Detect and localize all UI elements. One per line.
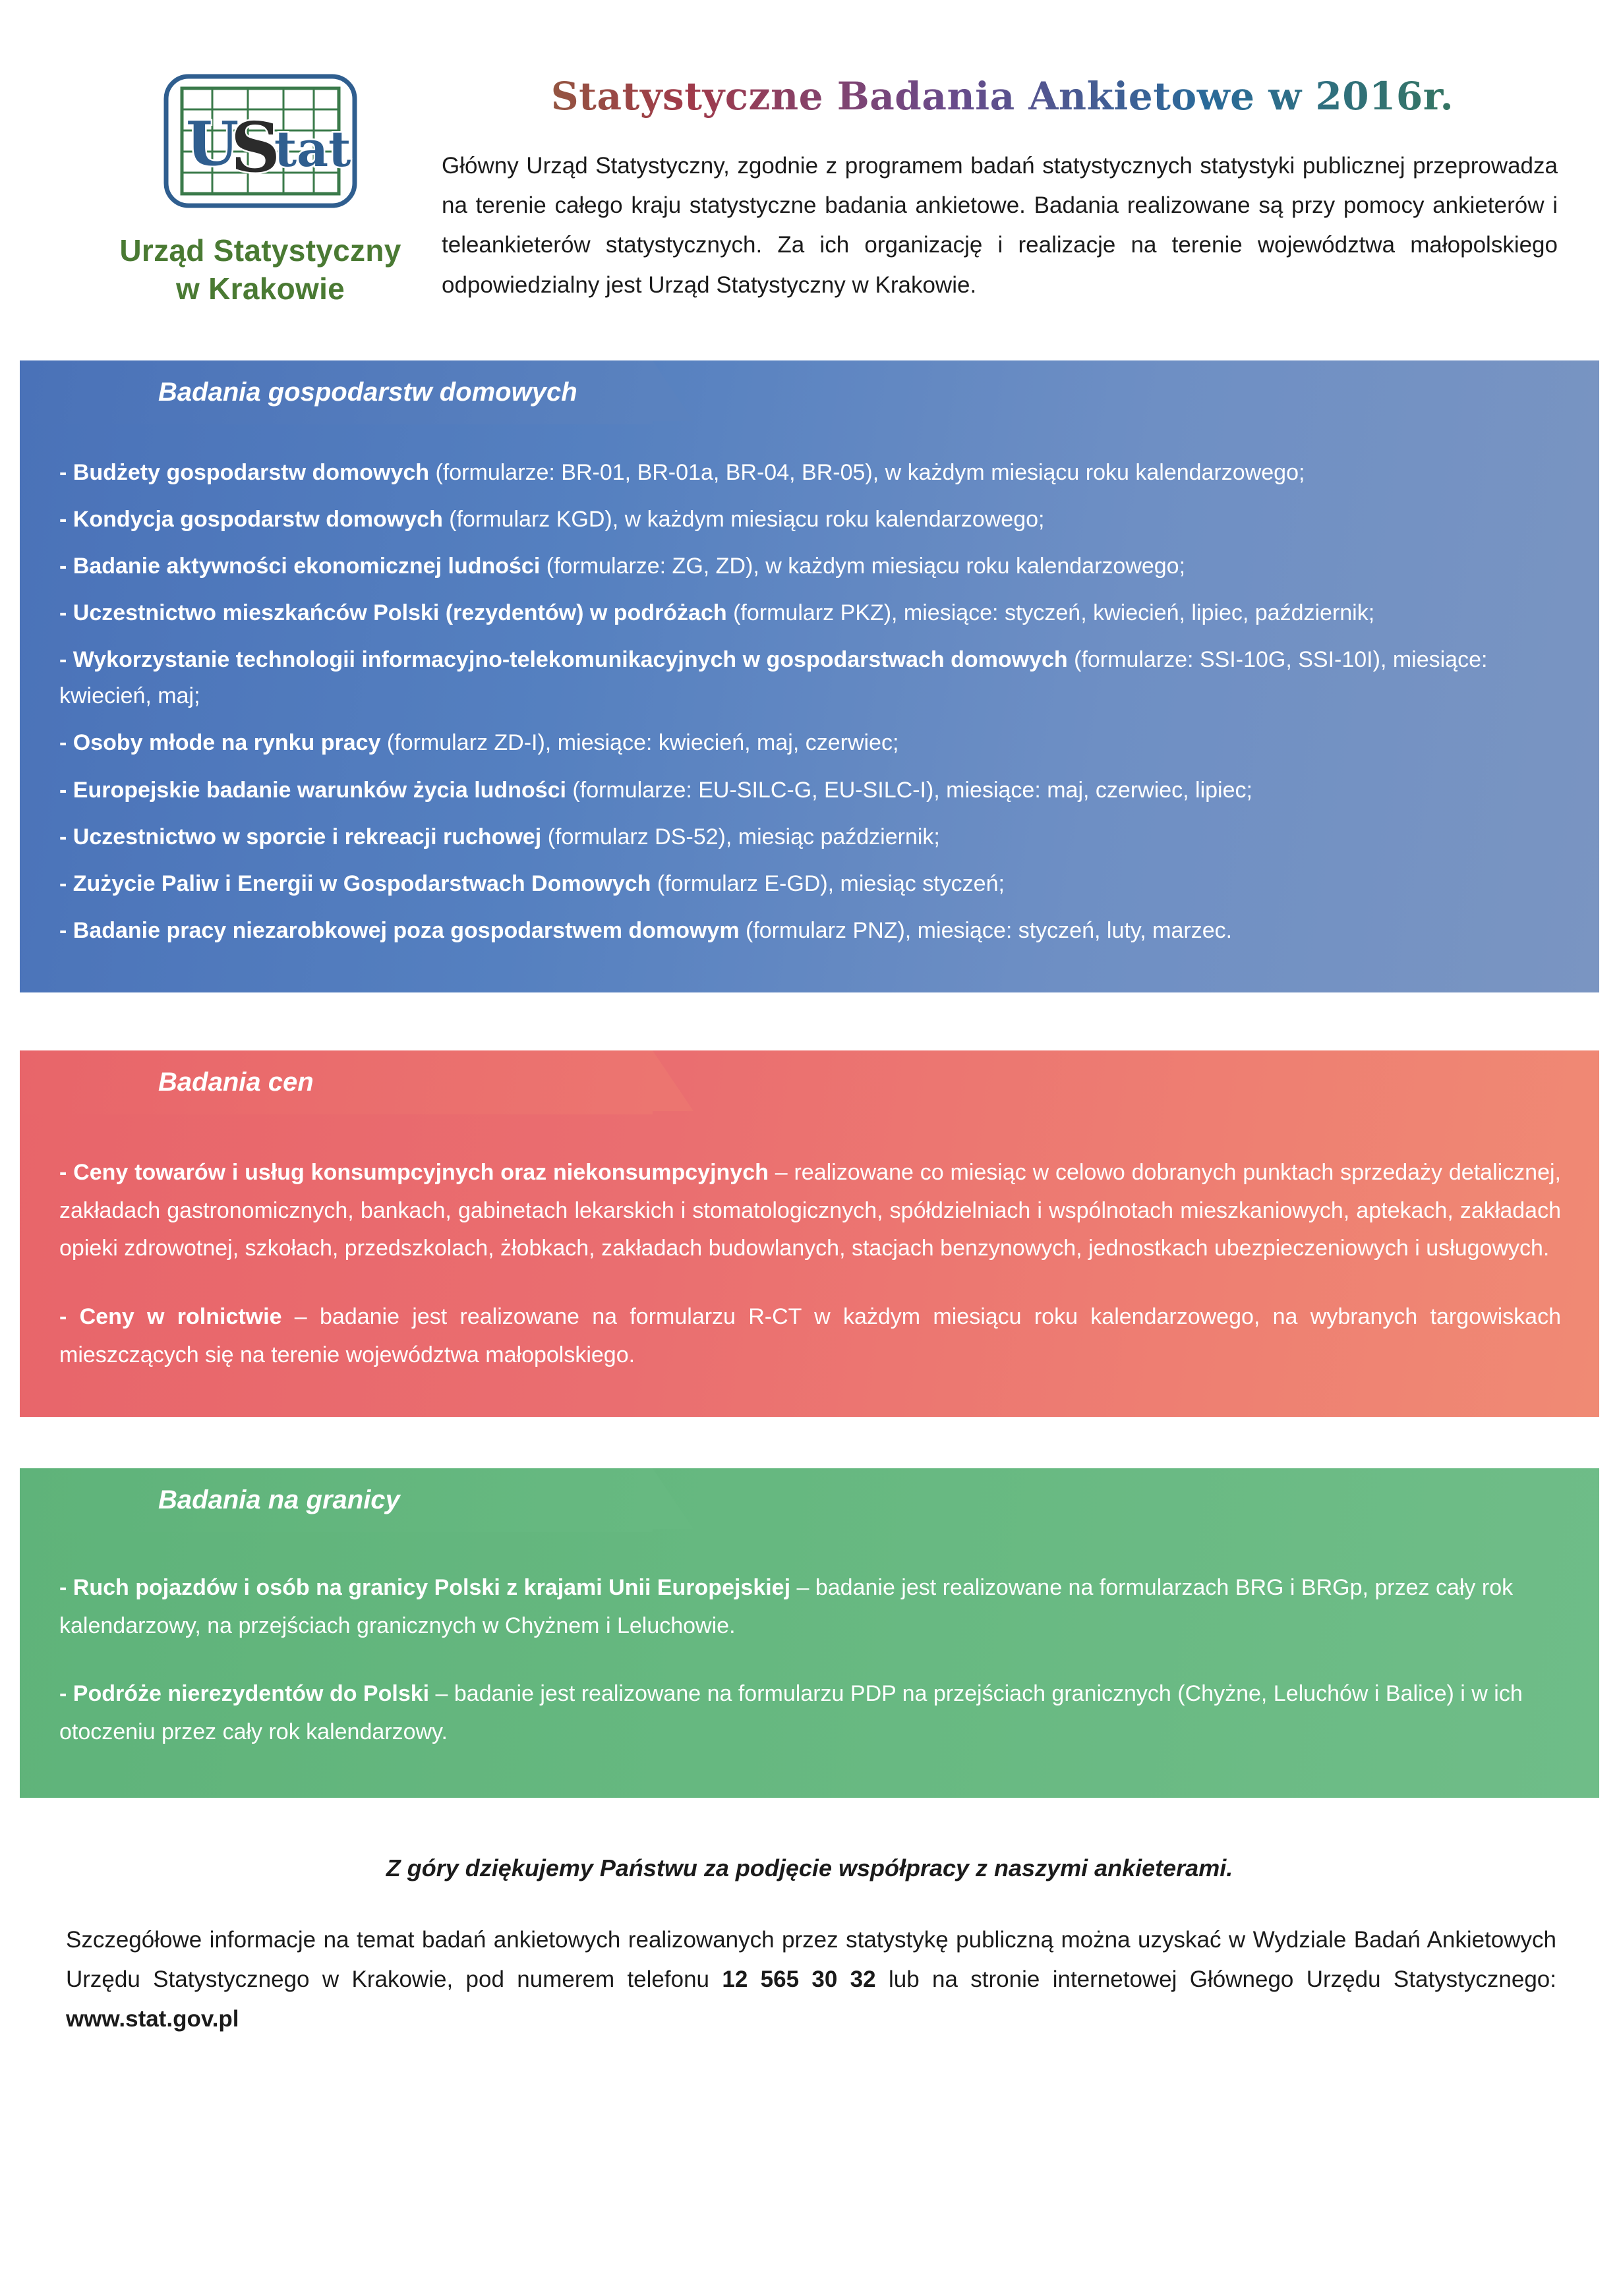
list-item-detail: (formularz PNZ), miesiące: styczeń, luty, marzec. [739,917,1233,943]
list-item-title: - Ruch pojazdów i osób na granicy Polski z krajami Unii Europejskiej [59,1574,791,1600]
contact-info-part2: lub na stronie internetowej Głównego Urzędu Statystycznego: [875,1966,1556,1993]
section-prices-tab-label: Badania cen [158,1067,314,1097]
section-households-tab-label: Badania gospodarstw domowych [158,378,577,407]
contact-phone: 12 565 30 32 [722,1966,876,1993]
section-households [20,360,1599,992]
list-item-detail: (formularze: SSI-10G, SSI-10I), miesiące: kwiecień, maj; [59,647,1488,709]
section-prices-tab [20,1050,653,1114]
contact-info [66,1920,1556,2040]
section-households-body [20,424,1599,992]
svg-text:S: S [231,107,281,188]
header-text [428,59,1570,305]
organization-name-line1: Urząd Statystyczny [119,233,401,268]
list-item-detail: (formularz E-GD), miesiąc styczeń; [651,871,1005,896]
list-item [59,913,1565,949]
list-item-detail: – badanie jest realizowane na formularzu R-CT w każdym miesiącu roku kalendarzowego, na wybranych targowiskach mieszczących się na terenie województwa małopolskiego. [59,1304,1561,1368]
section-prices [20,1050,1599,1417]
list-item-title: - Ceny w rolnictwie [59,1304,282,1330]
list-item-title: - Ceny towarów i usług konsumpcyjnych oraz niekonsumpcyjnych [59,1159,769,1185]
list-item-detail: (formularz ZD-I), miesiące: kwiecień, maj, czerwiec; [380,730,899,756]
ustat-logo-icon [152,66,369,217]
svg-text:U: U [186,108,239,179]
thanks-note: Z góry dziękujemy Państwu za podjęcie współpracy z naszymi ankieterami. [386,1854,1233,1882]
list-item-title: - Europejskie badanie warunków życia ludności [59,777,566,803]
list-item-detail: (formularze: BR-01, BR-01a, BR-04, BR-05), w każdym miesiącu roku kalendarzowego; [429,460,1305,485]
list-item [59,1675,1561,1752]
intro-paragraph: Główny Urząd Statystyczny, zgodnie z programem badań statystycznych statystyki publicznej przeprowadza na terenie całego kraju statystyczne badania ankietowe. Badania realizowane są przy pomocy ankieterów i teleankieterów statystycznych. Za ich organizację i realizacje na terenie województwa małopolskiego odpowiedzialny jest Urząd Statystyczny w Krakowie. [442,153,1558,298]
section-households-tab [20,360,653,424]
list-item [59,455,1565,491]
list-item-detail: (formularze: EU-SILC-G, EU-SILC-I), miesiące: maj, czerwiec, lipiec; [566,777,1252,803]
list-item-detail: (formularz KGD), w każdym miesiącu roku kalendarzowego; [442,507,1045,532]
list-item [59,772,1565,809]
logo-block [92,59,428,308]
list-item-title: - Badanie aktywności ekonomicznej ludności [59,554,541,579]
section-border-body [20,1532,1599,1798]
list-item [59,1298,1561,1375]
list-item [59,819,1565,855]
list-item [59,1569,1561,1646]
svg-text:tat: tat [274,121,351,178]
section-border [20,1468,1599,1798]
list-item-title: - Kondycja gospodarstw domowych [59,507,443,532]
list-item-detail: (formularz DS-52), miesiąc październik; [541,824,940,849]
organization-name [92,232,428,308]
list-item [59,1154,1561,1268]
list-item-title: - Zużycie Paliw i Energii w Gospodarstwach Domowych [59,871,651,896]
list-item-detail: (formularze: ZG, ZD), w każdym miesiącu roku kalendarzowego; [540,554,1186,579]
list-item-detail: – badanie jest realizowane na formularzu PDP na przejściach granicznych (Chyżne, Leluchów i Balice) i w ich otoczeniu przez cały rok kalendarzowy. [59,1681,1523,1745]
list-item [59,548,1565,585]
list-item-title: - Uczestnictwo w sporcie i rekreacji ruchowej [59,824,542,849]
list-item-detail: – realizowane co miesiąc w celowo dobranych punktach sprzedaży detalicznej, zakładach gastronomicznych, bankach, gabinetach lekarskich i stomatologicznych, spółdzielniach i wspólnotach mieszkaniowych, aptekach, zakładach opieki zdrowotnej, szkołach, przedszkolach, żłobkach, zakładach budowlanych, stacjach benzynowych, jednostkach ubezpieczeniowych i usługowych. [59,1159,1562,1261]
list-item [59,595,1565,631]
list-item-detail: – badanie jest realizowane na formularzach BRG i BRGp, przez cały rok kalendarzowy, na przejściach granicznych w Chyżnem i Leluchowie. [59,1574,1514,1638]
list-item-title: - Wykorzystanie technologii informacyjno-telekomunikacyjnych w gospodarstwach domowych [59,647,1068,673]
list-item-detail: (formularz PKZ), miesiące: styczeń, kwiecień, lipiec, październik; [726,600,1375,626]
header [0,0,1619,308]
list-item-title: - Osoby młode na rynku pracy [59,730,381,756]
list-item [59,866,1565,902]
section-border-tab-label: Badania na granicy [158,1485,400,1514]
contact-info-part1: Szczegółowe informacje na temat badań ankietowych realizowanych przez statystykę publiczną można uzyskać w Wydziale Badań Ankietowych Urzędu Statystycznego w Krakowie, pod numerem telefonu [66,1927,1556,1993]
list-item-title: - Budżety gospodarstw domowych [59,460,430,485]
list-item [59,642,1565,714]
contact-website[interactable]: www.stat.gov.pl [66,2006,239,2032]
list-item-title: - Badanie pracy niezarobkowej poza gospodarstwem domowym [59,917,740,943]
list-item-title: - Podróże nierezydentów do Polski [59,1681,430,1707]
organization-name-line2: w Krakowie [175,271,345,306]
list-item-title: - Uczestnictwo mieszkańców Polski (rezydentów) w podróżach [59,600,727,626]
page-title: Statystyczne Badania Ankietowe w 2016r. [442,74,1563,119]
section-border-tab [20,1468,653,1532]
section-prices-body [20,1114,1599,1417]
list-item [59,725,1565,761]
list-item [59,502,1565,538]
